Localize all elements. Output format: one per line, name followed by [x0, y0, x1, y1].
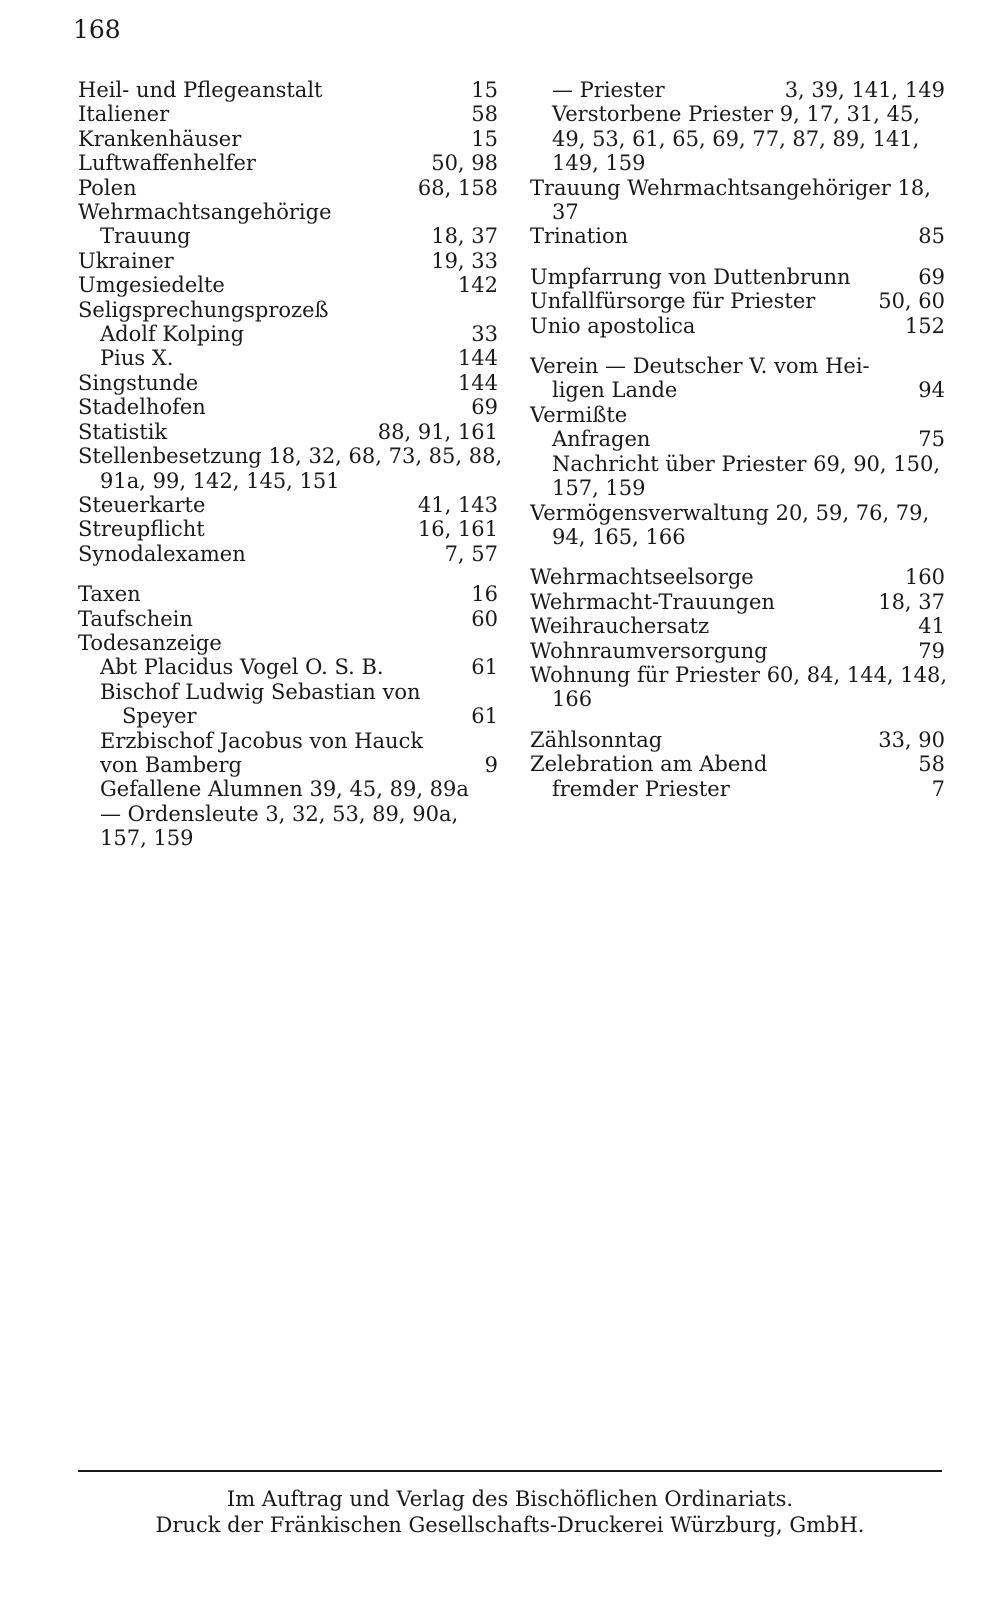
imprint-footer — [78, 1486, 942, 1538]
index-entry — [78, 371, 498, 395]
index-term: Luftwaffenhelfer — [78, 151, 256, 176]
index-entry — [530, 102, 945, 126]
index-entry — [78, 753, 498, 777]
index-page-refs: 88, 91, 161 — [377, 419, 498, 444]
index-entry — [78, 704, 498, 728]
index-term: Trination — [530, 224, 629, 249]
index-page-refs: 144 — [457, 346, 498, 371]
index-entry — [78, 444, 503, 469]
index-group — [78, 582, 498, 850]
index-entry — [78, 777, 498, 801]
index-term: Adolf Kolping — [100, 322, 245, 347]
index-entry — [78, 249, 498, 273]
index-page-refs: 50, 98 — [431, 151, 498, 176]
index-term: Seligsprechungsprozeß — [78, 297, 329, 322]
index-term: 149, 159 — [552, 151, 646, 176]
index-term: Gefallene Alumnen 39, 45, 89, 89a — [100, 777, 469, 802]
index-term: Erzbischof Jacobus von Hauck — [100, 728, 424, 753]
index-entry — [530, 176, 945, 200]
index-entry — [78, 151, 498, 175]
index-entry — [530, 289, 945, 313]
index-term: Wehrmacht-Trauungen — [530, 589, 775, 614]
index-term: 49, 53, 61, 65, 69, 77, 87, 89, 141, — [552, 126, 920, 151]
index-term: Unfallfürsorge für Priester — [530, 289, 816, 314]
index-entry — [530, 354, 945, 378]
index-term: — Ordensleute 3, 32, 53, 89, 90a, — [100, 801, 459, 826]
index-term: 94, 165, 166 — [552, 524, 686, 549]
index-term: Umgesiedelte — [78, 273, 225, 298]
index-term: Italiener — [78, 102, 170, 127]
index-term: Trauung Wehrmachtsangehöriger 18, — [530, 175, 931, 200]
index-entry — [78, 655, 498, 679]
index-entry — [78, 273, 498, 297]
index-group — [530, 78, 945, 249]
index-entry — [530, 501, 945, 525]
index-entry — [530, 314, 945, 338]
page-number: 168 — [73, 15, 121, 44]
index-term: Unio apostolica — [530, 313, 696, 338]
index-term: Vermögensverwaltung 20, 59, 76, 79, — [530, 500, 930, 525]
index-term: 37 — [552, 200, 579, 225]
index-entry — [530, 127, 945, 151]
index-page-refs: 58 — [471, 102, 498, 127]
index-page-refs: 7 — [931, 776, 945, 801]
index-entry — [78, 176, 498, 200]
index-page-refs: 152 — [904, 313, 945, 338]
index-term: Wohnung für Priester 60, 84, 144, 148, — [530, 662, 948, 687]
index-page-refs: 60 — [471, 606, 498, 631]
index-term: ligen Lande — [552, 378, 678, 403]
index-term: Abt Placidus Vogel O. S. B. — [100, 655, 384, 680]
index-term: 91a, 99, 142, 145, 151 — [100, 468, 340, 493]
imprint-line-publisher: Im Auftrag und Verlag des Bischöflichen Ordinariats. — [226, 1487, 794, 1511]
index-page-refs: 68, 158 — [417, 175, 498, 200]
index-entry — [78, 631, 498, 655]
index-term: Singstunde — [78, 370, 199, 395]
index-entry — [530, 614, 945, 638]
index-entry — [530, 224, 945, 248]
index-entry — [78, 729, 498, 753]
index-entry — [530, 590, 945, 614]
index-entry — [530, 151, 945, 175]
index-page-refs: 79 — [918, 638, 945, 663]
index-page-refs: 85 — [918, 224, 945, 249]
index-entry — [530, 403, 945, 427]
index-term: Ukrainer — [78, 248, 174, 273]
index-page-refs: 142 — [457, 273, 498, 298]
index-entry — [530, 265, 945, 289]
index-entry — [78, 395, 498, 419]
index-term: 157, 159 — [552, 476, 646, 501]
index-page-refs: 9 — [484, 752, 498, 777]
index-page-refs: 33, 90 — [878, 727, 945, 752]
index-entry — [530, 427, 945, 451]
index-page-refs: 69 — [918, 264, 945, 289]
index-group — [530, 354, 945, 549]
index-term: Vermißte — [530, 402, 628, 427]
index-page-refs: 75 — [918, 427, 945, 452]
index-entry — [78, 826, 498, 850]
index-term: Bischof Ludwig Sebastian von — [100, 679, 421, 704]
index-page-refs: 33 — [471, 322, 498, 347]
index-term: Taxen — [78, 582, 141, 607]
index-term: Steuerkarte — [78, 492, 206, 517]
index-page-refs: 19, 33 — [431, 248, 498, 273]
index-column-right — [530, 78, 948, 801]
index-page-refs: 7, 57 — [444, 541, 498, 566]
index-page-refs: 15 — [471, 126, 498, 151]
index-term: Stellenbesetzung 18, 32, 68, 73, 85, 88, — [78, 444, 503, 469]
index-entry — [530, 565, 945, 589]
index-term: Streupflicht — [78, 517, 205, 542]
index-page-refs: 18, 37 — [878, 589, 945, 614]
index-entry — [78, 607, 498, 631]
index-entry — [78, 493, 498, 517]
index-group — [530, 728, 945, 801]
index-term: — Priester — [552, 78, 665, 102]
index-entry — [530, 728, 945, 752]
index-page-refs: 41 — [918, 614, 945, 639]
index-entry — [530, 687, 945, 711]
index-entry — [530, 639, 945, 663]
index-term: Umpfarrung von Duttenbrunn — [530, 264, 851, 289]
index-entry — [530, 378, 945, 402]
index-entry — [78, 298, 498, 322]
index-term: von Bamberg — [100, 752, 242, 777]
index-entry — [78, 542, 498, 566]
index-entry — [78, 469, 498, 493]
index-page-refs: 61 — [471, 704, 498, 729]
index-entry — [78, 102, 498, 126]
index-entry — [78, 127, 498, 151]
index-entry — [530, 777, 945, 801]
index-term: Wohnraumversorgung — [530, 638, 768, 663]
index-term: Polen — [78, 175, 137, 200]
index-page-refs: 58 — [918, 752, 945, 777]
index-group — [78, 78, 503, 566]
index-entry — [530, 452, 945, 476]
footer-rule — [78, 1470, 942, 1472]
index-page-refs: 50, 60 — [878, 289, 945, 314]
index-term: Krankenhäuser — [78, 126, 242, 151]
index-column-left — [78, 78, 503, 851]
index-page-refs: 144 — [457, 370, 498, 395]
index-entry — [78, 582, 498, 606]
index-term: Weihrauchersatz — [530, 614, 710, 639]
index-entry — [78, 200, 498, 224]
index-term: Anfragen — [552, 427, 651, 452]
index-page-refs: 94 — [918, 378, 945, 403]
index-term: Verstorbene Priester 9, 17, 31, 45, — [552, 102, 921, 127]
index-term: Wehrmachtsangehörige — [78, 200, 332, 225]
index-group — [530, 565, 948, 712]
imprint-line-printer: Druck der Fränkischen Gesellschafts-Druckerei Würzburg, GmbH. — [155, 1513, 865, 1537]
index-entry — [78, 680, 498, 704]
index-page-refs: 61 — [471, 655, 498, 680]
index-term: Statistik — [78, 419, 168, 444]
index-term: 157, 159 — [100, 826, 194, 851]
index-page-refs: 69 — [471, 395, 498, 420]
index-term: Wehrmachtseelsorge — [530, 565, 754, 590]
index-page-refs: 18, 37 — [431, 224, 498, 249]
index-term: Nachricht über Priester 69, 90, 150, — [552, 451, 941, 476]
index-entry — [530, 752, 945, 776]
index-entry — [78, 224, 498, 248]
index-entry — [530, 476, 945, 500]
index-term: Verein — Deutscher V. vom Hei- — [530, 354, 870, 379]
index-entry — [530, 78, 945, 102]
index-term: Taufschein — [78, 606, 193, 631]
index-term: Pius X. — [100, 346, 174, 371]
index-term: Speyer — [122, 704, 197, 729]
index-entry — [530, 662, 948, 687]
index-term: Zählsonntag — [530, 727, 663, 752]
index-entry — [78, 346, 498, 370]
index-group — [530, 265, 945, 338]
index-entry — [78, 78, 498, 102]
index-term: Synodalexamen — [78, 541, 246, 566]
index-page-refs: 3, 39, 141, 149 — [784, 78, 945, 102]
index-term: Stadelhofen — [78, 395, 206, 420]
index-page-refs: 15 — [471, 78, 498, 102]
index-entry — [78, 420, 498, 444]
index-page-refs: 16 — [471, 582, 498, 607]
index-entry — [530, 200, 945, 224]
index-entry — [78, 802, 498, 826]
index-page-refs: 160 — [904, 565, 945, 590]
index-term: Zelebration am Abend — [530, 752, 768, 777]
index-page-refs: 41, 143 — [417, 492, 498, 517]
index-term: Trauung — [100, 224, 191, 249]
index-entry — [530, 525, 945, 549]
index-term: Heil- und Pflegeanstalt — [78, 78, 323, 102]
index-term: Todesanzeige — [78, 630, 222, 655]
index-entry — [78, 517, 498, 541]
index-term: 166 — [552, 687, 593, 712]
index-term: fremder Priester — [552, 776, 730, 801]
index-entry — [78, 322, 498, 346]
index-page-refs: 16, 161 — [417, 517, 498, 542]
